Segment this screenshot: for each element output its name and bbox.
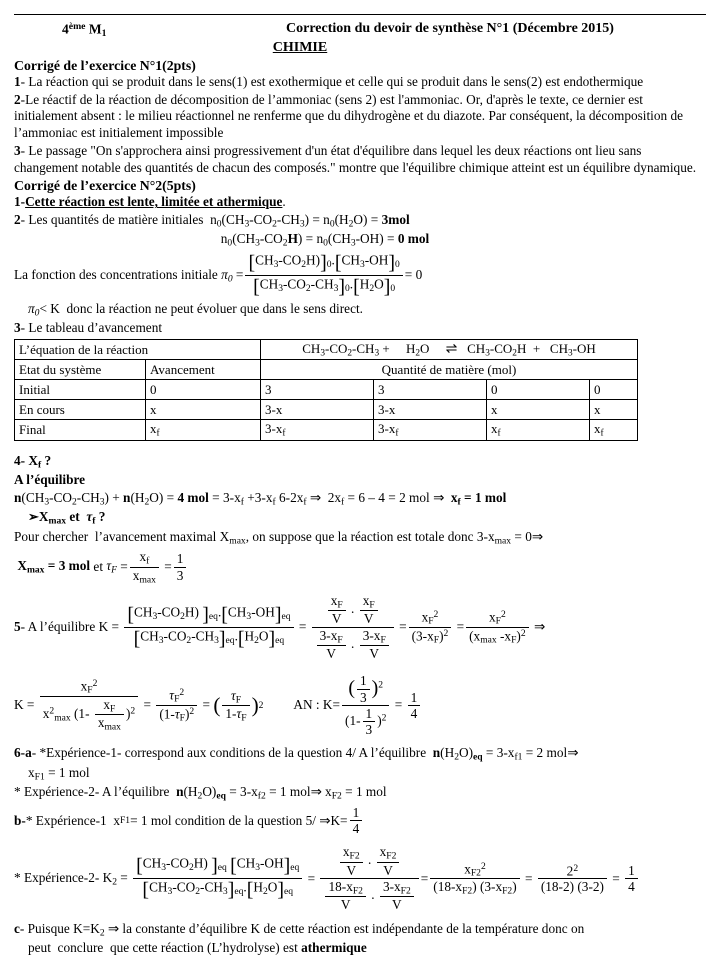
q4-xmax-result: $X_{max} = 3$ mol et $\tau_F$ = $\frac{x_f}{x_{max}}$ = $\frac{1}{3}$ (14, 549, 706, 585)
q4-frac2-den: 3 (176, 567, 184, 583)
ex2-n0-formula2: $n_0(CH_3-CO_2H) = n_0(CH_3-OH) = 0$ mol (220, 231, 430, 249)
q4-frac-num: $x_f$ (130, 549, 159, 567)
q5-den: $[CH_3-CO_2-CH_3]_{eq}.[H_2O]_{eq}$ (133, 627, 285, 650)
ex2-q3-num: 3 (14, 320, 21, 336)
paren-close: ) (251, 692, 259, 717)
ex1-q1-num: 1 (14, 73, 21, 89)
cell-etat: En cours (15, 400, 146, 420)
pi0-symbol: $\pi_0$ (221, 266, 233, 285)
page-title: Correction du devoir de synthèse N°1 (Décembre 2015) (286, 21, 614, 36)
table-row (15, 340, 638, 360)
pi0-numerator: $[CH_3-CO_2H)]_0.[CH_3-OH]_0$ (245, 252, 402, 276)
paren-open: ( (213, 692, 221, 717)
q5-an-frac: ( $\frac{1}{3}$ )$^2$ (1- $\frac{1}{3}$ )$^2$ (342, 673, 389, 737)
cell-q1: 3 (261, 380, 374, 400)
q5-k-frac2: $\frac{\tau_F^2}{(1-\tau_F)^2}$ (156, 687, 197, 723)
q5-an-result: $\frac{1}{4}$ (408, 690, 421, 722)
pi0-equation: La fonction des concentrations initiale $\pi_0$ = $\frac{[CH_3-CO_2H)]_0.[CH_3-OH]_0}{[CH_3-CO_2-CH_3]_0.[H_2O]_0}$ = 0 (14, 251, 423, 298)
q5-vol-num: $\frac{x_F}{V}$ . $\frac{x_F}{V}$ (312, 593, 394, 628)
q4-frac2-num: 1 (174, 551, 187, 567)
class-label (14, 21, 194, 39)
pi0-k-line: $\pi_0< K$ donc la réaction ne peut évoluer que dans le sens direct. (28, 300, 364, 319)
q4-title: 4- $X_f$ ? (14, 452, 52, 471)
q5-an-label: AN : K= (293, 697, 341, 713)
q6-c-line2: peut conclure que cette réaction (L’hydrolyse) est athermique (28, 940, 367, 956)
cell-q1: $3-x_f$ (261, 420, 374, 440)
q6-exp2-frac-volume: $\frac{x_{F2}}{V}$ . $\frac{x_{F2}}{V}$ $\frac{18-x_{F2}}{V}$ . $\frac{3-x_{F2}}{V}$ (320, 844, 418, 912)
q6-c: c- Puisque $K=K_2$ ⇒ la constante d’équilibre K de cette réaction est indépendante de la température donc on (14, 920, 585, 939)
pi0-denominator: $[CH_3-CO_2-CH_3]_0.[H_2O]_0$ (253, 275, 396, 298)
q5-fraction-main (124, 604, 293, 651)
cell-q4: x (590, 400, 638, 420)
exercise1-heading: Corrigé de l’exercice N°1(2pts) (14, 57, 196, 73)
cell-avancement: x (146, 400, 261, 420)
ex2-q2 (14, 212, 706, 230)
q5-k-line: K = $x_F^2$ $x^2_{max}$ (1- $\frac{x_F}{x_{max}}$ )$^2$ = $\frac{\tau_F^2}{(1-\tau_F)^2}$ = ( $\frac{\tau_F}{1-\tau_F}$ ) 2 AN : K= ( $\frac{1}{3}$ )$^2$ (1- $\frac{1}{3}$ )$^2$ = $\frac{1}{4}$ (14, 673, 706, 737)
ex1-q1 (14, 74, 706, 91)
q5-fraction-simplified: $\frac{x_F^2}{(3-x_F)^2}$ (409, 609, 452, 645)
document-header (14, 21, 706, 39)
cell-q3: 0 (487, 380, 590, 400)
subject-title: CHIMIE (272, 39, 328, 55)
cell-avancement-header: Avancement (146, 360, 261, 380)
q4-frac-den: $x_{max}$ (132, 567, 156, 586)
q6-b: b- * Expérience-1 x F1 = 1 mol condition de la question 5/ ⇒ K= $\frac{1}{4}$ (14, 805, 706, 837)
q4-xmax-tau: $➢X_{max}$ et $\tau_f$ ? (28, 509, 106, 527)
pi0-result: = 0 (404, 267, 423, 283)
table-row (15, 400, 638, 420)
cell-etat: Final (15, 420, 146, 440)
cell-q2: 3-x (374, 400, 487, 420)
q6-exp2-label: * Expérience-2- $K_2$ = (14, 869, 128, 888)
ex1-q2 (14, 92, 706, 142)
cell-q3: x (487, 400, 590, 420)
advancement-table (14, 339, 638, 441)
q5-arrow: ⇒ (533, 619, 546, 635)
table-row (15, 420, 638, 440)
ex2-q3 (14, 320, 706, 337)
q6-c-bold: athermique (301, 940, 367, 956)
q5-vol-den: $\frac{3-x_F}{V}$ . $\frac{3-x_F}{V}$ (312, 628, 394, 662)
q4-frac-value (174, 551, 187, 583)
q4-equilibre: A l’équilibre (14, 472, 86, 488)
q5-line: 5 - A l’équilibre K = $\frac{[CH_3-CO_2H) ]_{eq}.[CH_3-OH]_{eq}}{[CH_3-CO_2-CH_3]_{eq}.[H_2O]_{eq}}$ = $\frac{x_F}{V}$ . $\frac{x_F}{V}$ $\frac{3-x_F}{V}$ . $\frac{3-x_F}{V}$ = $\frac{x_F^2}{(3-x_F)^2}$ = $\frac{x_F^2}{(x_{max} -x_F)^2}$ ⇒ (14, 593, 546, 662)
cell-q2: 3 (374, 380, 487, 400)
ex2-q1-num: 1- (14, 194, 26, 210)
q4-frac-tau (130, 549, 159, 585)
q6-c-num: c (14, 920, 20, 936)
cell-q4: $x_f$ (590, 420, 638, 440)
class-m-sub: 1 (101, 27, 107, 39)
q5-fraction-volume (312, 593, 394, 661)
table-row (15, 380, 638, 400)
q6-exp2-frac-result: $\frac{1}{4}$ (625, 863, 638, 895)
fonction-label: La fonction des concentrations initiale (14, 267, 218, 283)
ex1-q2-num: 2 (14, 91, 21, 107)
q4-pour-chercher: Pour chercher l’avancement maximal $X_{max}$, on suppose que la réaction est totale donc $3-x_{max}$ = 0⇒ (14, 528, 544, 547)
ex2-q1 (14, 194, 706, 211)
cell-q3: $x_f$ (487, 420, 590, 440)
class-number: 4 (62, 21, 69, 37)
q6-exp2-frac-numeric: $\frac{2^2}{(18-2) (3-2)}$ (538, 863, 607, 895)
cell-avancement: 0 (146, 380, 261, 400)
cell-equation: $CH_3-CO_2-CH_3$ + $H_2O$ ⇌ $CH_3-CO_2H + CH_3-OH$ (261, 340, 638, 360)
q4-line: $n(CH_3-CO_2-CH_3) + n(H_2O) = 4$ mol = $3-x_f +3-x_f$ $6-2x_f$ ⇒ $2x_f = 6 - 4 = 2$ mol ⇒ $x_f = 1$ mol (14, 489, 507, 508)
table-row (15, 360, 638, 380)
ex1-q3 (14, 143, 706, 177)
top-rule (14, 14, 706, 15)
ex2-n0-formula1: $n_0(CH_3-CO_2-CH_3) = n_0(H_2O) = 3mol$ (206, 212, 410, 230)
ex2-q1-text: Cette réaction est lente, limitée et athermique (25, 194, 283, 210)
q4-et: et (93, 559, 104, 575)
arrow-bullet-icon: ➢ (28, 509, 39, 525)
ex2-q2-text: - Les quantités de matière initiales (20, 212, 204, 228)
cell-avancement: $x_f$ (146, 420, 261, 440)
ex2-q3-text: - Le tableau d’avancement (20, 320, 163, 336)
q6-a-line2: $x_{F1} = 1$ mol (28, 764, 90, 783)
class-sup: ème (68, 21, 86, 32)
ex2-q2-num: 2 (14, 212, 21, 228)
q6-b-num: b- (14, 812, 26, 828)
ex2-q1-dot: . (282, 194, 286, 210)
q6-a-num: 6-a (14, 745, 32, 761)
ex1-q2-text: -Le réactif de la réaction de décomposition de l’ammoniac (sens 2) est l'ammoniac. Or, d'après le texte, ce dernier est initialement absent : le milieu réactionnel ne renferme que du dihydrogène et du diazote. Par conséquent, la décomposition de l’ammoniac est initialement impossible (14, 91, 684, 141)
ex1-q3-num: 3 (14, 142, 21, 158)
class-m: M (88, 21, 102, 37)
ex1-q1-text: - La réaction qui se produit dans le sens(1) est exothermique et celle qui se produit dans le sens(2) est endothermique (20, 73, 644, 89)
exercise2-heading: Corrigé de l’exercice N°2(5pts) (14, 178, 196, 194)
pi0-fraction (245, 252, 402, 299)
q6-a-line3: * Expérience-2- A l’équilibre $n(H_2O)_{eq} = 3-x_{f2} = 1$ mol⇒ $x_{F2} = 1$ mol (14, 784, 387, 802)
cell-q2: $3-x_f$ (374, 420, 487, 440)
q5-num: $[CH_3-CO_2H)$ ]$_{eq}.[CH_3-OH]_{eq}$ (124, 604, 293, 628)
cell-q1: 3-x (261, 400, 374, 420)
cell-etat-header: Etat du système (15, 360, 146, 380)
q5-k-frac3: $\frac{\tau_F}{1-\tau_F}$ (222, 688, 249, 724)
cell-q4: 0 (590, 380, 638, 400)
q6-exp2-frac-simplified: $\frac{x_{F2}^2}{(18-x_{F2}) (3-x_{F2})}$ (430, 861, 519, 897)
q6-exp2-frac-main: $\frac{[CH_3-CO_2H) ]_{eq} [CH_3-OH]_{eq}}{[CH_3-CO_2-CH_3]_{eq}.[H_2O]_{eq}}$ (133, 855, 302, 902)
q6-b-frac: $\frac{1}{4}$ (350, 805, 363, 837)
q5-fraction-xmax: $\frac{x_F^2}{(x_{max} -x_F)^2}$ (466, 609, 529, 645)
q5-k-lead: K = (14, 697, 35, 713)
q6-a: 6-a- *Expérience-1- correspond aux conditions de la question 4/ A l’équilibre $n(H_2O)_{eq} = 3-x_{f1} = 2$ mol⇒ (14, 745, 579, 763)
q6-exp2-line: * Expérience-2- $K_2$ = $\frac{[CH_3-CO_2H) ]_{eq} [CH_3-OH]_{eq}}{[CH_3-CO_2-CH_3]_{eq}.[H_2O]_{eq}}$ = $\frac{x_{F2}}{V}$ . $\frac{x_{F2}}{V}$ $\frac{18-x_{F2}}{V}$ . $\frac{3-x_{F2}}{V}$ = $\frac{x_{F2}^2}{(18-x_{F2}) (3-x_{F2})}$ = $\frac{2^2}{(18-2) (3-2)}$ = $\frac{1}{4}$ (14, 844, 706, 912)
ex1-q3-text: - Le passage "On s'approchera ainsi progressivement d'un état d'équilibre dans lequel les deux réactions ont lieu sans changement notable des quantités de chacun des composés." montre que l'équilibre chimique atteint est un équilibre dynamique. (14, 142, 697, 175)
cell-equation-label: L’équation de la réaction (15, 340, 261, 360)
cell-etat: Initial (15, 380, 146, 400)
cell-quantite-header: Quantité de matière (mol) (261, 360, 638, 380)
q5-k-frac1: $x_F^2$ $x^2_{max}$ (1- $\frac{x_F}{x_{max}}$ )$^2$ (40, 678, 138, 732)
q5-text: - A l’équilibre K = (20, 619, 119, 635)
